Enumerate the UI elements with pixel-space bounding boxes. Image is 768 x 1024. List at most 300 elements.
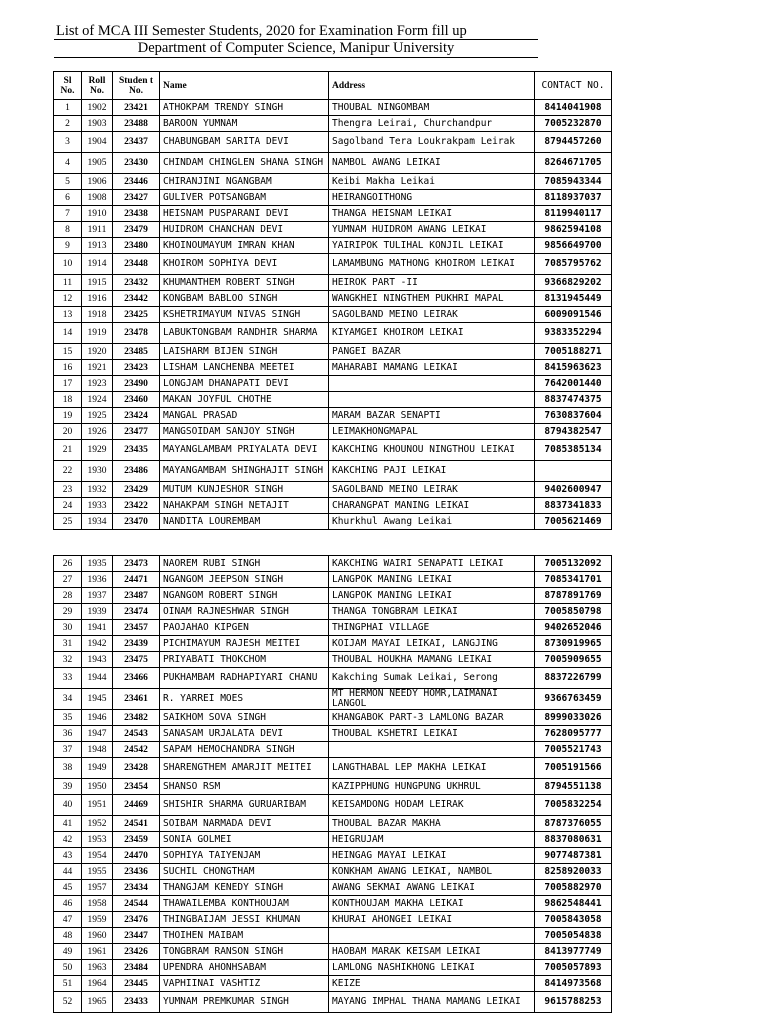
name-cell: MAYANGAMBAM SHINGHAJIT SINGH	[160, 461, 329, 482]
contact-cell: 8837474375	[535, 392, 612, 408]
contact-cell: 8837341833	[535, 498, 612, 514]
contact-cell: 7005188271	[535, 344, 612, 360]
contact-cell: 9862548441	[535, 896, 612, 912]
table-row	[54, 498, 612, 514]
address-cell	[329, 376, 535, 392]
address-cell: KOIJAM MAYAI LEIKAI, LANGJING	[329, 636, 535, 652]
col-header-sl: Sl No.	[54, 72, 82, 100]
address-cell: KIYAMGEI KHOIROM LEIKAI	[329, 323, 535, 344]
name-cell: PICHIMAYUM RAJESH MEITEI	[160, 636, 329, 652]
table-row	[54, 912, 612, 928]
roll-no-cell: 1945	[82, 689, 113, 710]
sl-cell: 30	[54, 620, 82, 636]
address-cell: Kakching Sumak Leikai, Serong	[329, 668, 535, 689]
name-cell: THOIHEN MAIBAM	[160, 928, 329, 944]
name-cell: PUKHAMBAM RADHAPIYARI CHANU	[160, 668, 329, 689]
address-cell: THOUBAL KSHETRI LEIKAI	[329, 726, 535, 742]
roll-no-cell: 1903	[82, 116, 113, 132]
roll-no-cell: 1959	[82, 912, 113, 928]
roll-no-cell: 1934	[82, 514, 113, 530]
address-cell: THOUBAL NINGOMBAM	[329, 100, 535, 116]
student-no-cell: 23421	[113, 100, 160, 116]
roll-no-cell: 1921	[82, 360, 113, 376]
contact-cell: 9366829202	[535, 275, 612, 291]
name-cell: MAKAN JOYFUL CHOTHE	[160, 392, 329, 408]
student-no-cell: 23442	[113, 291, 160, 307]
roll-no-cell: 1942	[82, 636, 113, 652]
address-cell: KHURAI AHONGEI LEIKAI	[329, 912, 535, 928]
student-no-cell: 23461	[113, 689, 160, 710]
contact-cell: 8837226799	[535, 668, 612, 689]
table-row	[54, 424, 612, 440]
table-row	[54, 880, 612, 896]
contact-cell: 7005232870	[535, 116, 612, 132]
sl-cell: 5	[54, 174, 82, 190]
sl-cell: 33	[54, 668, 82, 689]
name-cell: R. YARREI MOES	[160, 689, 329, 710]
contact-cell: 9402652046	[535, 620, 612, 636]
roll-no-cell: 1943	[82, 652, 113, 668]
address-cell: MAHARABI MAMANG LEIKAI	[329, 360, 535, 376]
contact-cell: 7005882970	[535, 880, 612, 896]
table-row	[54, 832, 612, 848]
table-row	[54, 604, 612, 620]
roll-no-cell: 1960	[82, 928, 113, 944]
name-cell: SUCHIL CHONGTHAM	[160, 864, 329, 880]
student-no-cell: 23482	[113, 710, 160, 726]
student-no-cell: 23423	[113, 360, 160, 376]
name-cell: BAROON YUMNAM	[160, 116, 329, 132]
name-cell: VAPHIINAI VASHTIZ	[160, 976, 329, 992]
address-cell: HAOBAM MARAK KEISAM LEIKAI	[329, 944, 535, 960]
roll-no-cell: 1925	[82, 408, 113, 424]
student-no-cell: 23429	[113, 482, 160, 498]
sl-cell: 3	[54, 132, 82, 153]
sl-cell: 29	[54, 604, 82, 620]
name-cell: MUTUM KUNJESHOR SINGH	[160, 482, 329, 498]
sl-cell: 39	[54, 779, 82, 795]
student-no-cell: 24544	[113, 896, 160, 912]
student-no-cell: 23470	[113, 514, 160, 530]
name-cell: MANGSOIDAM SANJOY SINGH	[160, 424, 329, 440]
sl-cell: 38	[54, 758, 82, 779]
address-cell: LAMLONG NASHIKHONG LEIKAI	[329, 960, 535, 976]
student-no-cell: 23473	[113, 556, 160, 572]
sl-cell: 7	[54, 206, 82, 222]
address-cell: WANGKHEI NINGTHEM PUKHRI MAPAL	[329, 291, 535, 307]
sl-cell: 23	[54, 482, 82, 498]
address-cell: KAKCHING WAIRI SENAPATI LEIKAI	[329, 556, 535, 572]
roll-no-cell: 1933	[82, 498, 113, 514]
contact-cell: 9366763459	[535, 689, 612, 710]
table-row	[54, 238, 612, 254]
contact-cell: 9402600947	[535, 482, 612, 498]
sl-cell: 52	[54, 992, 82, 1013]
col-header-address: Address	[329, 72, 535, 100]
student-no-cell: 23486	[113, 461, 160, 482]
table-row	[54, 153, 612, 174]
name-cell: NAOREM RUBI SINGH	[160, 556, 329, 572]
student-no-cell: 23436	[113, 864, 160, 880]
table-row	[54, 976, 612, 992]
address-cell: LANGTHABAL LEP MAKHA LEIKAI	[329, 758, 535, 779]
contact-cell: 8794457260	[535, 132, 612, 153]
contact-cell: 8787376055	[535, 816, 612, 832]
roll-no-cell: 1948	[82, 742, 113, 758]
table-row	[54, 132, 612, 153]
contact-cell: 7005850798	[535, 604, 612, 620]
table-row	[54, 758, 612, 779]
table-row	[54, 206, 612, 222]
table-row	[54, 779, 612, 795]
name-cell: SHARENGTHEM AMARJIT MEITEI	[160, 758, 329, 779]
table-row	[54, 392, 612, 408]
table-row	[54, 668, 612, 689]
table-row	[54, 376, 612, 392]
contact-cell: 7630837604	[535, 408, 612, 424]
col-header-name: Name	[160, 72, 329, 100]
student-no-cell: 23475	[113, 652, 160, 668]
student-no-cell: 23457	[113, 620, 160, 636]
sl-cell: 24	[54, 498, 82, 514]
roll-no-cell: 1957	[82, 880, 113, 896]
name-cell: SAIKHOM SOVA SINGH	[160, 710, 329, 726]
contact-cell: 8264671705	[535, 153, 612, 174]
address-cell: Keibi Makha Leikai	[329, 174, 535, 190]
sl-cell: 51	[54, 976, 82, 992]
sl-cell: 40	[54, 795, 82, 816]
roll-no-cell: 1937	[82, 588, 113, 604]
address-cell: KAKCHING KHOUNOU NINGTHOU LEIKAI	[329, 440, 535, 461]
student-no-cell: 24541	[113, 816, 160, 832]
table-row	[54, 360, 612, 376]
student-no-cell: 23422	[113, 498, 160, 514]
student-no-cell: 23480	[113, 238, 160, 254]
table-row	[54, 689, 612, 710]
sl-cell: 9	[54, 238, 82, 254]
contact-cell	[535, 461, 612, 482]
address-cell: Sagolband Tera Loukrakpam Leirak	[329, 132, 535, 153]
student-no-cell: 23434	[113, 880, 160, 896]
sl-cell: 17	[54, 376, 82, 392]
address-cell	[329, 928, 535, 944]
table-row	[54, 848, 612, 864]
address-cell: MT HERMON NEEDY HOMR,LAIMANAI LANGOL	[329, 689, 535, 710]
address-cell	[329, 742, 535, 758]
student-no-cell: 23478	[113, 323, 160, 344]
name-cell: HEISNAM PUSPARANI DEVI	[160, 206, 329, 222]
roll-no-cell: 1949	[82, 758, 113, 779]
roll-no-cell: 1954	[82, 848, 113, 864]
address-cell: KEISAMDONG HODAM LEIRAK	[329, 795, 535, 816]
table-row	[54, 222, 612, 238]
contact-cell: 7085943344	[535, 174, 612, 190]
contact-cell: 7005057893	[535, 960, 612, 976]
student-no-cell: 23474	[113, 604, 160, 620]
name-cell: NANDITA LOUREMBAM	[160, 514, 329, 530]
roll-no-cell: 1914	[82, 254, 113, 275]
roll-no-cell: 1904	[82, 132, 113, 153]
document-title: List of MCA III Semester Students, 2020 for Examination Form fill up	[56, 23, 467, 39]
student-no-cell: 23447	[113, 928, 160, 944]
sl-cell: 42	[54, 832, 82, 848]
address-cell: KONTHOUJAM MAKHA LEIKAI	[329, 896, 535, 912]
table-row	[54, 710, 612, 726]
roll-no-cell: 1936	[82, 572, 113, 588]
sl-cell: 13	[54, 307, 82, 323]
student-no-cell: 23438	[113, 206, 160, 222]
name-cell: LONGJAM DHANAPATI DEVI	[160, 376, 329, 392]
contact-cell: 8119940117	[535, 206, 612, 222]
contact-cell: 8794551138	[535, 779, 612, 795]
contact-cell: 6009091546	[535, 307, 612, 323]
table-row	[54, 928, 612, 944]
sl-cell: 27	[54, 572, 82, 588]
roll-no-cell: 1946	[82, 710, 113, 726]
contact-cell: 8787891769	[535, 588, 612, 604]
name-cell: CHIRANJINI NGANGBAM	[160, 174, 329, 190]
table-row	[54, 344, 612, 360]
name-cell: LISHAM LANCHENBA MEETEI	[160, 360, 329, 376]
sl-cell: 44	[54, 864, 82, 880]
sl-cell: 1	[54, 100, 82, 116]
roll-no-cell: 1920	[82, 344, 113, 360]
student-no-cell: 23477	[113, 424, 160, 440]
sl-cell: 15	[54, 344, 82, 360]
sl-cell: 28	[54, 588, 82, 604]
student-no-cell: 23435	[113, 440, 160, 461]
address-cell: THOUBAL BAZAR MAKHA	[329, 816, 535, 832]
sl-cell: 48	[54, 928, 82, 944]
name-cell: OINAM RAJNESHWAR SINGH	[160, 604, 329, 620]
address-cell: SAGOLBAND MEINO LEIRAK	[329, 307, 535, 323]
contact-cell: 8999033026	[535, 710, 612, 726]
sl-cell: 50	[54, 960, 82, 976]
table-row	[54, 588, 612, 604]
col-header-contact: CONTACT NO.	[535, 72, 612, 100]
address-cell: MAYANG IMPHAL THANA MAMANG LEIKAI	[329, 992, 535, 1013]
name-cell: KSHETRIMAYUM NIVAS SINGH	[160, 307, 329, 323]
table-row	[54, 408, 612, 424]
sl-cell: 41	[54, 816, 82, 832]
roll-no-cell: 1961	[82, 944, 113, 960]
student-no-cell: 23490	[113, 376, 160, 392]
contact-cell: 8730919965	[535, 636, 612, 652]
table-row	[54, 896, 612, 912]
student-no-cell: 23430	[113, 153, 160, 174]
address-cell	[329, 392, 535, 408]
name-cell: MANGAL PRASAD	[160, 408, 329, 424]
contact-cell: 9383352294	[535, 323, 612, 344]
contact-cell: 8118937037	[535, 190, 612, 206]
name-cell: NAHAKPAM SINGH NETAJIT	[160, 498, 329, 514]
roll-no-cell: 1955	[82, 864, 113, 880]
student-no-cell: 23485	[113, 344, 160, 360]
roll-no-cell: 1915	[82, 275, 113, 291]
table-row	[54, 652, 612, 668]
table-row	[54, 944, 612, 960]
address-cell: Khurkhul Awang Leikai	[329, 514, 535, 530]
contact-cell: 7628095777	[535, 726, 612, 742]
address-cell: AWANG SEKMAI AWANG LEIKAI	[329, 880, 535, 896]
table-row	[54, 514, 612, 530]
contact-cell: 7642001440	[535, 376, 612, 392]
roll-no-cell: 1939	[82, 604, 113, 620]
roll-no-cell: 1952	[82, 816, 113, 832]
roll-no-cell: 1929	[82, 440, 113, 461]
address-cell: HEIROK PART -II	[329, 275, 535, 291]
name-cell: SOPHIYA TAIYENJAM	[160, 848, 329, 864]
sl-cell: 14	[54, 323, 82, 344]
table-row	[54, 291, 612, 307]
table-row	[54, 816, 612, 832]
contact-cell: 8413977749	[535, 944, 612, 960]
name-cell: PRIYABATI THOKCHOM	[160, 652, 329, 668]
sl-cell: 2	[54, 116, 82, 132]
sl-cell: 46	[54, 896, 82, 912]
name-cell: LABUKTONGBAM RANDHIR SHARMA	[160, 323, 329, 344]
student-no-cell: 23466	[113, 668, 160, 689]
student-no-cell: 24471	[113, 572, 160, 588]
name-cell: YUMNAM PREMKUMAR SINGH	[160, 992, 329, 1013]
address-cell: MARAM BAZAR SENAPTI	[329, 408, 535, 424]
student-no-cell: 24470	[113, 848, 160, 864]
student-no-cell: 23427	[113, 190, 160, 206]
sl-cell: 34	[54, 689, 82, 710]
roll-no-cell: 1902	[82, 100, 113, 116]
address-cell: THANGA TONGBRAM LEIKAI	[329, 604, 535, 620]
student-no-cell: 24543	[113, 726, 160, 742]
contact-cell: 7005521743	[535, 742, 612, 758]
address-cell: LAMAMBUNG MATHONG KHOIROM LEIKAI	[329, 254, 535, 275]
name-cell: SAPAM HEMOCHANDRA SINGH	[160, 742, 329, 758]
roll-no-cell: 1916	[82, 291, 113, 307]
contact-cell: 9856649700	[535, 238, 612, 254]
name-cell: TONGBRAM RANSON SINGH	[160, 944, 329, 960]
name-cell: NGANGOM JEEPSON SINGH	[160, 572, 329, 588]
sl-cell: 20	[54, 424, 82, 440]
student-rows-2	[54, 556, 612, 1013]
name-cell: UPENDRA AHONHSABAM	[160, 960, 329, 976]
student-no-cell: 23445	[113, 976, 160, 992]
address-cell: KONKHAM AWANG LEIKAI, NAMBOL	[329, 864, 535, 880]
roll-no-cell: 1913	[82, 238, 113, 254]
address-cell: YAIRIPOK TULIHAL KONJIL LEIKAI	[329, 238, 535, 254]
table-row	[54, 620, 612, 636]
contact-cell: 7005621469	[535, 514, 612, 530]
sl-cell: 21	[54, 440, 82, 461]
address-cell: LEIMAKHONGMAPAL	[329, 424, 535, 440]
roll-no-cell: 1908	[82, 190, 113, 206]
table-row	[54, 726, 612, 742]
sl-cell: 47	[54, 912, 82, 928]
table-header-row	[54, 72, 612, 100]
roll-no-cell: 1923	[82, 376, 113, 392]
contact-cell: 7085385134	[535, 440, 612, 461]
name-cell: SHANSO RSM	[160, 779, 329, 795]
address-cell: HEIGRUJAM	[329, 832, 535, 848]
address-cell: CHARANGPAT MANING LEIKAI	[329, 498, 535, 514]
sl-cell: 36	[54, 726, 82, 742]
table-row	[54, 960, 612, 976]
address-cell: HEIRANGOITHONG	[329, 190, 535, 206]
student-table-1	[53, 71, 612, 530]
address-cell: SAGOLBAND MEINO LEIRAK	[329, 482, 535, 498]
sl-cell: 45	[54, 880, 82, 896]
table-row	[54, 307, 612, 323]
table-row	[54, 742, 612, 758]
table-row	[54, 254, 612, 275]
student-no-cell: 23459	[113, 832, 160, 848]
name-cell: CHINDAM CHINGLEN SHANA SINGH	[160, 153, 329, 174]
name-cell: KONGBAM BABLOO SINGH	[160, 291, 329, 307]
table-row	[54, 100, 612, 116]
roll-no-cell: 1964	[82, 976, 113, 992]
student-no-cell: 23437	[113, 132, 160, 153]
contact-cell: 7005909655	[535, 652, 612, 668]
sl-cell: 32	[54, 652, 82, 668]
roll-no-cell: 1919	[82, 323, 113, 344]
table-row	[54, 116, 612, 132]
name-cell: ATHOKPAM TRENDY SINGH	[160, 100, 329, 116]
sl-cell: 43	[54, 848, 82, 864]
student-rows-1	[54, 100, 612, 530]
contact-cell: 9862594108	[535, 222, 612, 238]
roll-no-cell: 1906	[82, 174, 113, 190]
table-row	[54, 795, 612, 816]
name-cell: KHOINOUMAYUM IMRAN KHAN	[160, 238, 329, 254]
address-cell: LANGPOK MANING LEIKAI	[329, 588, 535, 604]
roll-no-cell: 1926	[82, 424, 113, 440]
table-row	[54, 482, 612, 498]
name-cell: MAYANGLAMBAM PRIYALATA DEVI	[160, 440, 329, 461]
student-no-cell: 24469	[113, 795, 160, 816]
contact-cell: 8415963623	[535, 360, 612, 376]
sl-cell: 12	[54, 291, 82, 307]
student-no-cell: 23432	[113, 275, 160, 291]
table-row	[54, 275, 612, 291]
roll-no-cell: 1944	[82, 668, 113, 689]
name-cell: KHUMANTHEM ROBERT SINGH	[160, 275, 329, 291]
roll-no-cell: 1924	[82, 392, 113, 408]
col-header-student-no: Studen t No.	[113, 72, 160, 100]
student-no-cell: 23487	[113, 588, 160, 604]
student-no-cell: 23476	[113, 912, 160, 928]
address-cell: KAZIPPHUNG HUNGPUNG UKHRUL	[329, 779, 535, 795]
name-cell: THINGBAIJAM JESSI KHUMAN	[160, 912, 329, 928]
student-no-cell: 23446	[113, 174, 160, 190]
address-cell: KAKCHING PAJI LEIKAI	[329, 461, 535, 482]
student-no-cell: 23479	[113, 222, 160, 238]
contact-cell: 9615788253	[535, 992, 612, 1013]
student-no-cell: 23433	[113, 992, 160, 1013]
name-cell: LAISHARM BIJEN SINGH	[160, 344, 329, 360]
sl-cell: 10	[54, 254, 82, 275]
table-row	[54, 556, 612, 572]
sl-cell: 26	[54, 556, 82, 572]
address-cell: THANGA HEISNAM LEIKAI	[329, 206, 535, 222]
name-cell: NGANGOM ROBERT SINGH	[160, 588, 329, 604]
roll-no-cell: 1910	[82, 206, 113, 222]
roll-no-cell: 1911	[82, 222, 113, 238]
name-cell: HUIDROM CHANCHAN DEVI	[160, 222, 329, 238]
student-no-cell: 23484	[113, 960, 160, 976]
name-cell: SONIA GOLMEI	[160, 832, 329, 848]
col-header-roll: Roll No.	[82, 72, 113, 100]
student-no-cell: 23460	[113, 392, 160, 408]
sl-cell: 19	[54, 408, 82, 424]
contact-cell: 7005832254	[535, 795, 612, 816]
